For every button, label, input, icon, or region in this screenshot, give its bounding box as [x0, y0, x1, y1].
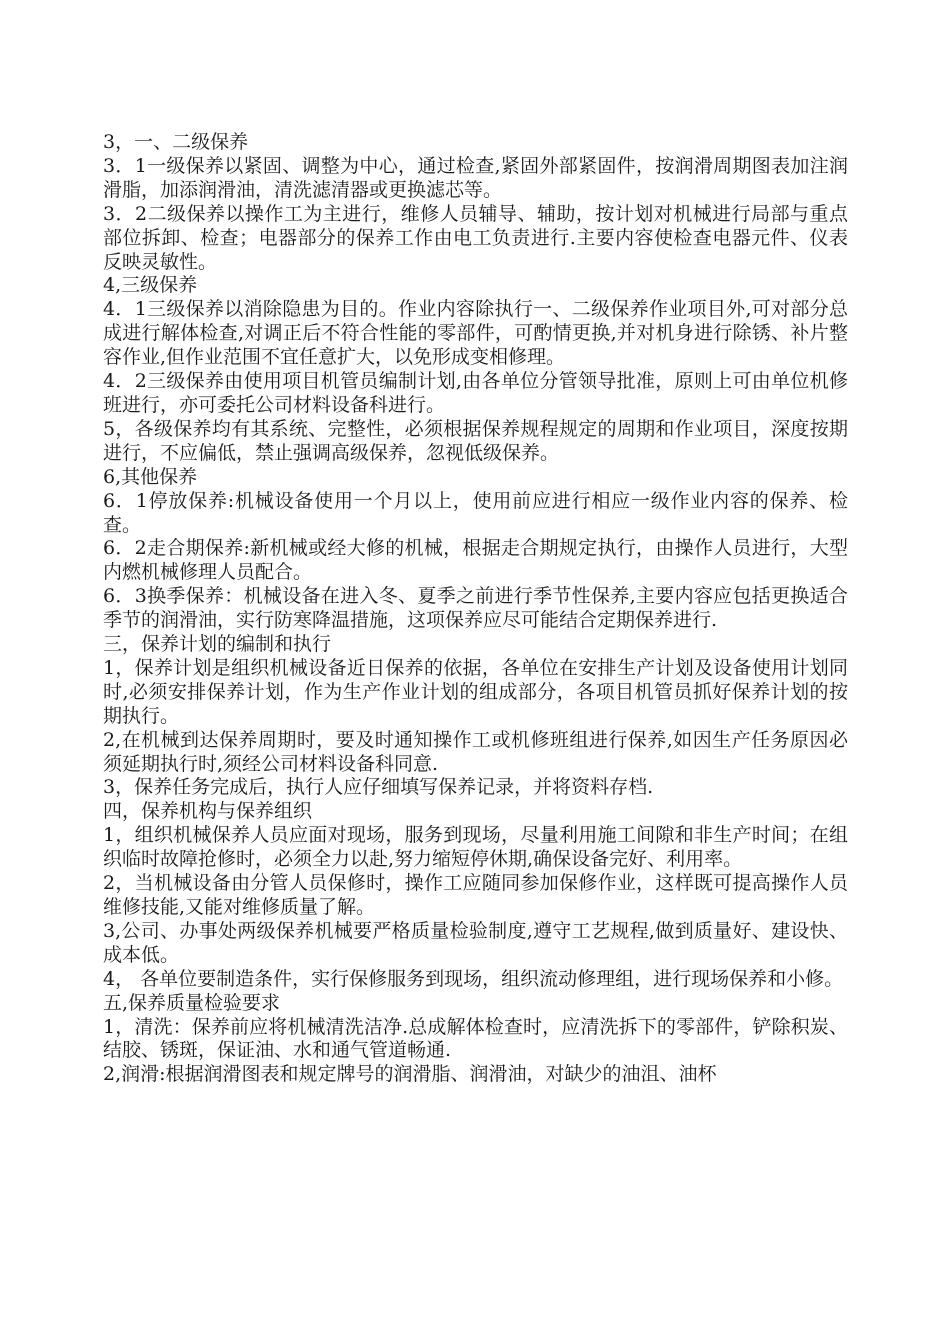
paragraph-wu-1: 1，清洗：保养前应将机械清洗洁净.总成解体检查时，应清洗拆下的零部件，铲除积炭、结胶、锈斑，保证油、水和通气管道畅通.	[103, 1015, 848, 1062]
paragraph-6-1: 6．1停放保养:机械设备使用一个月以上，使用前应进行相应一级作业内容的保养、检查。	[103, 489, 848, 536]
paragraph-si-2: 2，当机械设备由分管人员保修时，操作工应随同参加保修作业，这样既可提高操作人员维修技能,又能对维修质量了解。	[103, 872, 848, 918]
paragraph-4-1: 4．1三级保养以消除隐患为目的。作业内容除执行一、二级保养作业项目外,可对部分总成进行解体检查,对调正后不符合性能的零部件，可酌情更换,并对机身进行除锈、补片整容作业,但作业范围不宜任意扩大，以免形成变相修理。	[103, 298, 848, 369]
section-heading-3: 3，一、二级保养	[103, 131, 249, 153]
paragraph-wu-2: 2,润滑:根据润滑图表和规定牌号的润滑脂、润滑油，对缺少的油沮、油杯	[103, 1063, 717, 1086]
paragraph-san-3: 3，保养任务完成后，执行人应仔细填写保养记录，并将资料存档.	[103, 776, 654, 799]
section-heading-wu: 五,保养质量检验要求	[103, 991, 281, 1014]
section-heading-san: 三，保养计划的编制和执行	[103, 633, 332, 656]
paragraph-3-2: 3．2二级保养以操作工为主进行，维修人员辅导、辅助，按计划对机械进行局部与重点部位拆卸、检查；电器部分的保养工作由电工负责进行.主要内容使检查电器元件、仪表反映灵敏性。	[103, 202, 848, 273]
section-heading-4: 4,三级保养	[103, 274, 198, 297]
paragraph-3-1: 3．1一级保养以紧固、调整为中心，通过检查,紧固外部紧固件，按润滑周期图表加注润滑脂，加添润滑油，清洗滤清器或更换滤芯等。	[103, 154, 848, 201]
paragraph-6-3: 6．3换季保养：机械设备在进入冬、夏季之前进行季节性保养,主要内容应包括更换适合季节的润滑油，实行防寒降温措施，这项保养应尽可能结合定期保养进行.	[103, 585, 848, 632]
paragraph-san-1: 1，保养计划是组织机械设备近日保养的依据，各单位在安排生产计划及设备使用计划同时,必须安排保养计划，作为生产作业计划的组成部分，各项目机管员抓好保养计划的按期执行。	[103, 656, 848, 727]
paragraph-si-4: 4， 各单位要制造条件，实行保修服务到现场，组织流动修理组，进行现场保养和小修。	[103, 967, 844, 990]
paragraph-si-3: 3,公司、办事处两级保养机械要严格质量检验制度,遵守工艺规程,做到质量好、建设快、成本低。	[103, 919, 848, 966]
paragraph-4-2: 4．2三级保养由使用项目机管员编制计划,由各单位分管领导批准，原则上可由单位机修班进行，亦可委托公司材料设备科进行。	[103, 370, 848, 416]
paragraph-san-2: 2,在机械到达保养周期时，要及时通知操作工或机修班组进行保养,如因生产任务原因必须延期执行时,须经公司材料设备科同意.	[103, 728, 848, 775]
section-heading-si: 四，保养机构与保养组织	[103, 800, 313, 823]
document-body	[103, 131, 848, 1087]
paragraph-si-1: 1，组织机械保养人员应面对现场，服务到现场，尽量利用施工间隙和非生产时间；在组织临时故障抢修时，必须全力以赴,努力缩短停休期,确保设备完好、利用率。	[103, 824, 848, 871]
paragraph-6-2: 6．2走合期保养:新机械或经大修的机械，根据走合期规定执行，由操作人员进行，大型内燃机械修理人员配合。	[103, 537, 848, 584]
section-heading-6: 6,其他保养	[103, 465, 198, 488]
paragraph-5: 5，各级保养均有其系统、完整性，必须根据保养规程规定的周期和作业项目，深度按期进行，不应偏低，禁止强调高级保养，忽视低级保养。	[103, 417, 848, 464]
